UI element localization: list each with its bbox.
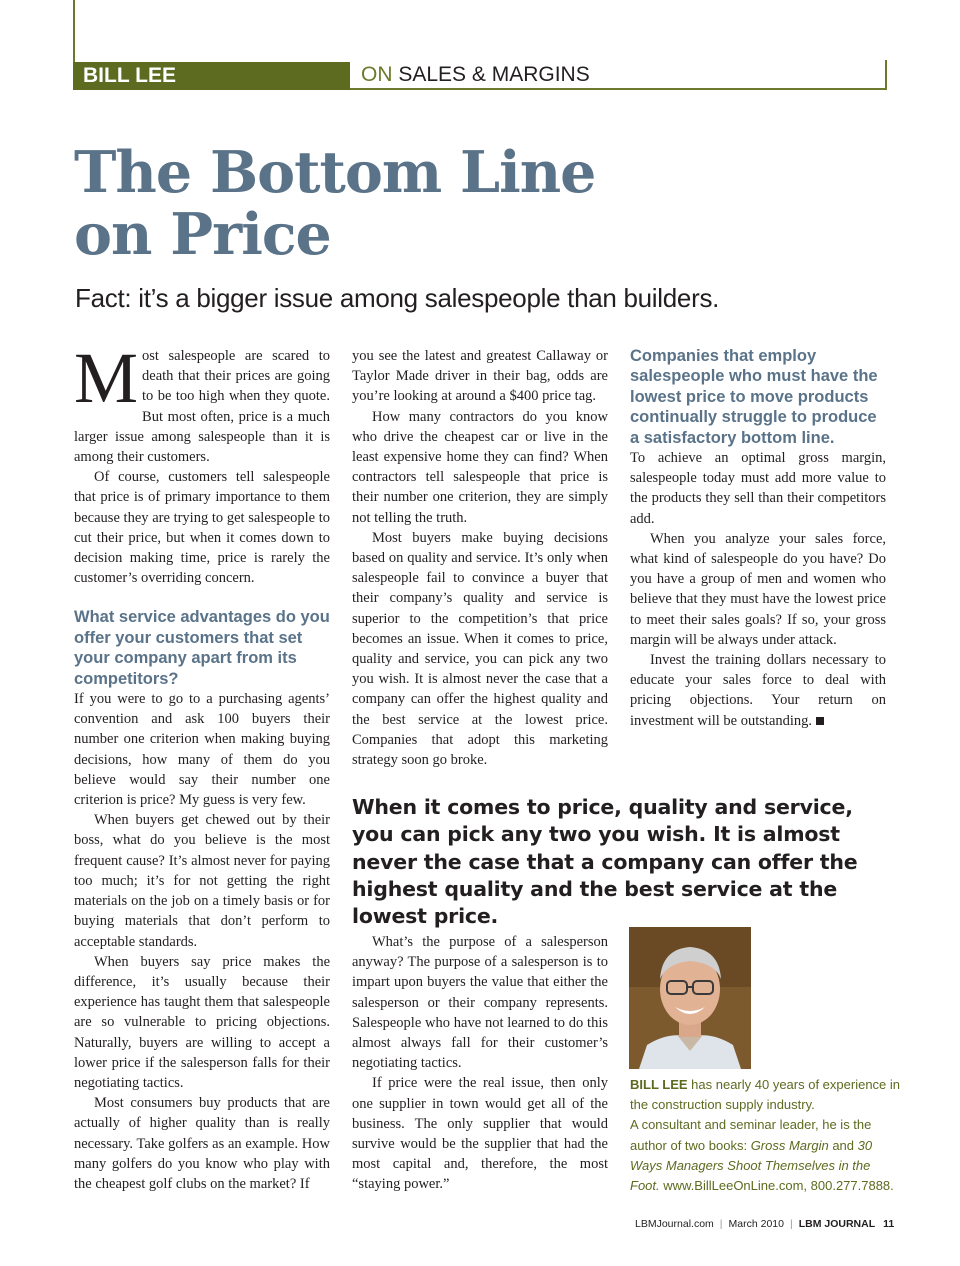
- footer-site: LBMJournal.com: [635, 1218, 714, 1230]
- author-band: BILL LEE: [73, 62, 350, 90]
- author-bio: [630, 1075, 900, 1196]
- bio-text-2: A consultant and seminar leader, he is the author of two books:: [630, 1117, 872, 1153]
- section-topic: SALES & MARGINS: [398, 63, 590, 86]
- col2b-paragraph-1: What’s the purpose of a salesperson anyway? The purpose of a salesperson is to impart upon buyers the value that either the salesperson or their company represents. Salespeople who have not learned to do this almost always fall for their customer’s negotiating tactics.: [352, 934, 608, 1072]
- pull-quote: When it comes to price, quality and service, you can pick any two you wish. It is almost never the case that a company can offer the highest quality and the best service at the lowest price.: [352, 795, 858, 929]
- end-mark-icon: [816, 717, 824, 725]
- col1-paragraph-2: Of course, customers tell salespeople that price is of primary importance to them because they are trying to get salespeople to cut their price, but when it comes down to decision making time, price is rarely the customer’s overriding concern.: [74, 469, 330, 587]
- col3-paragraph-2: When you analyze your sales force, what kind of salespeople do you have? Do you have a group of men and women who believe that they must have the lowest price to meet their sales goals? If so, your gross margin will be always under attack.: [630, 530, 886, 648]
- drop-cap: M: [74, 338, 139, 418]
- title-line-1: The Bottom Line: [74, 139, 596, 206]
- col1-paragraph-4: When buyers get chewed out by their boss, what do you believe is the most frequent cause? It’s almost never for paying too much; it’s for not getting the right materials on the job on a timely basis or for buying materials that don’t perform to acceptable standards.: [74, 812, 330, 950]
- author-portrait-icon: [629, 927, 751, 1069]
- section-band: [350, 60, 887, 90]
- article-title: [74, 139, 774, 268]
- column-1: [74, 338, 330, 1194]
- col3-subhead: Companies that employ salespeople who must have the lowest price to move products continually struggle to produce a satisfactory bottom line.: [630, 347, 878, 447]
- footer-date: March 2010: [728, 1218, 784, 1230]
- page-number: 11: [883, 1218, 895, 1230]
- bio-text-1: has nearly 40 years of experience in the construction supply industry.: [630, 1077, 901, 1113]
- col1-paragraph-6: Most consumers buy products that are actually of higher quality than is really necessary. Take golfers as an example. How many golfers do you know who play with the cheapest golf clubs on the market? If: [74, 1095, 330, 1192]
- page-footer: [635, 1216, 895, 1232]
- col1-paragraph-3: If you were to go to a purchasing agents’ convention and ask 100 buyers their number one criterion when making buying decisions, how many of them do you believe would say their number one criterion is price? My guess is very few.: [74, 691, 330, 809]
- col2-paragraph-2: How many contractors do you know who drive the cheapest car or live in the least expensive home they can find? When contractors tell salespeople that price is their number one criterion, they are simply not telling the truth.: [352, 408, 608, 526]
- column-2: [352, 346, 608, 770]
- column-2-bottom: [352, 932, 608, 1195]
- title-line-2: on Price: [74, 201, 331, 268]
- author-photo: [629, 927, 751, 1069]
- footer-separator: |: [789, 1218, 793, 1230]
- bio-and: and: [828, 1137, 858, 1153]
- col3-paragraph-3: [630, 650, 886, 731]
- col1-paragraph-5: When buyers say price makes the difference, it’s usually because their experience has taught them that salespeople are so vulnerable to pricing objections. Naturally, buyers are willing to accept a lower price if the salesperson falls for their negotiating tactics.: [74, 953, 330, 1091]
- col2b-paragraph-2: If price were the real issue, then only one supplier in town would get all of the business. The only supplier that would survive would be the supplier that had the most capital and, therefore, the most “staying power.”: [352, 1075, 608, 1193]
- article-subtitle: Fact: it’s a bigger issue among salespeople than builders.: [75, 283, 720, 313]
- col3-paragraph-1: To achieve an optimal gross margin, salespeople today must add more value to the products they sell than their competitors add.: [630, 450, 886, 527]
- bio-contact: www.BillLeeOnLine.com, 800.277.7888.: [659, 1178, 894, 1194]
- col2-paragraph-1: you see the latest and greatest Callaway or Taylor Made driver in their bag, odds are you’re looking at around a $400 price tag.: [352, 348, 608, 405]
- footer-magazine: LBM JOURNAL: [798, 1218, 876, 1230]
- col1-subhead: What service advantages do you offer your customers that set your company apart from its competitors?: [74, 608, 330, 688]
- col3-paragraph-3-text: Invest the training dollars necessary to educate your sales force to deal with pricing objections. Your return on investment will be outstanding.: [630, 652, 886, 729]
- bio-name: BILL LEE: [630, 1077, 688, 1092]
- footer-separator: |: [719, 1218, 723, 1230]
- bio-book-1: Gross Margin: [750, 1137, 829, 1153]
- col1-paragraph-1: [74, 338, 330, 467]
- section-on: ON: [361, 63, 393, 86]
- col2-paragraph-3: Most buyers make buying decisions based on quality and service. It’s only when salespeople fail to convince a buyer that their company’s quality and service is superior to the competition’s that price becomes an issue. When it comes to price, quality and service, you can pick any two you wish. It is almost never the case that a company can offer the highest quality and the best service at the lowest price. Companies that adopt this marketing strategy soon go broke.: [352, 529, 608, 769]
- col1-paragraph-1-text: ost salespeople are scared to death that their prices are going to be too high when they quote. But most often, price is a much larger issue among salespeople than it is among their customers.: [74, 348, 330, 466]
- column-3: [630, 346, 886, 731]
- header-left-rule: [73, 0, 75, 62]
- bio-book-2: 30 Ways Managers Shoot Themselves in the Foot.: [630, 1137, 873, 1194]
